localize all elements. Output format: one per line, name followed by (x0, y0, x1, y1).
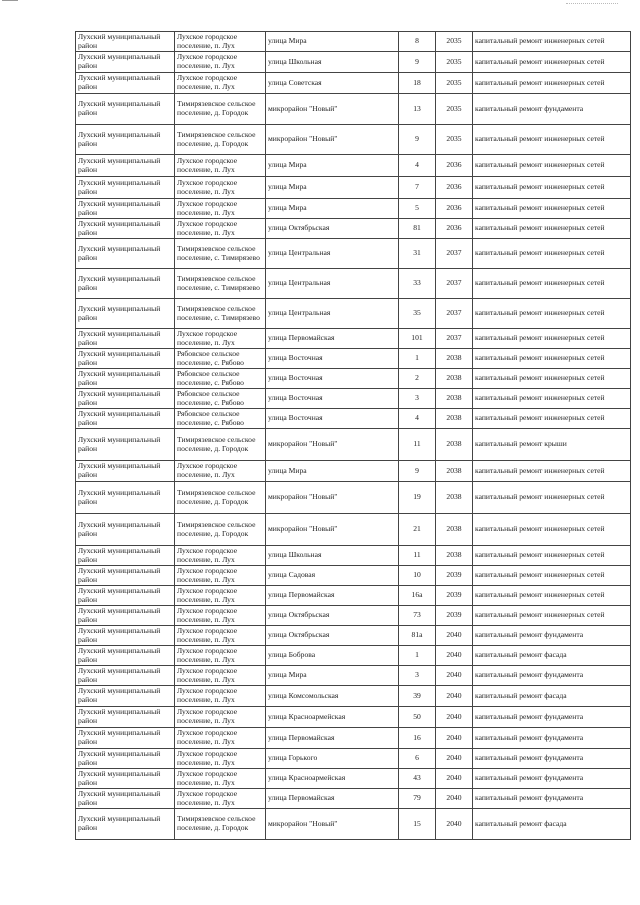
district-cell: Лухский муниципальный район (76, 728, 175, 749)
settlement-cell: Лухское городское поселение, п. Лух (175, 155, 266, 177)
work-type-cell: капитальный ремонт инженерных сетей (473, 32, 631, 52)
settlement-cell: Тимирязевское сельское поселение, д. Городок (175, 429, 266, 461)
settlement-cell: Лухское городское поселение, п. Лух (175, 707, 266, 728)
settlement-cell: Тимирязевское сельское поселение, с. Тимирязево (175, 239, 266, 269)
work-type-cell: капитальный ремонт инженерных сетей (473, 52, 631, 73)
district-cell: Лухский муниципальный район (76, 769, 175, 789)
street-cell: улица Октябрьская (266, 219, 399, 239)
settlement-cell: Тимирязевское сельское поселение, д. Городок (175, 482, 266, 514)
year-cell: 2038 (436, 429, 473, 461)
street-cell: улица Школьная (266, 52, 399, 73)
house-number-cell: 16а (399, 586, 436, 606)
work-type-cell: капитальный ремонт инженерных сетей (473, 219, 631, 239)
work-type-cell: капитальный ремонт инженерных сетей (473, 514, 631, 546)
table-row (76, 789, 631, 809)
street-cell: улица Мира (266, 666, 399, 686)
year-cell: 2040 (436, 809, 473, 840)
table-row (76, 769, 631, 789)
house-number-cell: 9 (399, 52, 436, 73)
table-row (76, 546, 631, 566)
district-cell: Лухский муниципальный район (76, 219, 175, 239)
street-cell: улица Восточная (266, 349, 399, 369)
district-cell: Лухский муниципальный район (76, 789, 175, 809)
year-cell: 2035 (436, 52, 473, 73)
settlement-cell: Тимирязевское сельское поселение, с. Тимирязево (175, 269, 266, 299)
table-row (76, 349, 631, 369)
house-number-cell: 7 (399, 177, 436, 199)
table-row (76, 239, 631, 269)
street-cell: улица Центральная (266, 239, 399, 269)
house-number-cell: 16 (399, 728, 436, 749)
house-number-cell: 39 (399, 686, 436, 707)
settlement-cell: Лухское городское поселение, п. Лух (175, 666, 266, 686)
street-cell: микрорайон "Новый" (266, 125, 399, 155)
street-cell: улица Первомайская (266, 329, 399, 349)
settlement-cell: Тимирязевское сельское поселение, д. Городок (175, 125, 266, 155)
table-row (76, 646, 631, 666)
house-number-cell: 79 (399, 789, 436, 809)
work-type-cell: капитальный ремонт фундамента (473, 666, 631, 686)
house-number-cell: 11 (399, 429, 436, 461)
capital-repair-table (75, 31, 631, 840)
table-row (76, 125, 631, 155)
work-type-cell: капитальный ремонт инженерных сетей (473, 125, 631, 155)
street-cell: улица Первомайская (266, 789, 399, 809)
year-cell: 2035 (436, 32, 473, 52)
work-type-cell: капитальный ремонт фасада (473, 809, 631, 840)
table-row (76, 219, 631, 239)
work-type-cell: капитальный ремонт инженерных сетей (473, 73, 631, 94)
table-row (76, 389, 631, 409)
year-cell: 2039 (436, 566, 473, 586)
work-type-cell: капитальный ремонт инженерных сетей (473, 606, 631, 626)
work-type-cell: капитальный ремонт инженерных сетей (473, 155, 631, 177)
work-type-cell: капитальный ремонт фундамента (473, 728, 631, 749)
district-cell: Лухский муниципальный район (76, 586, 175, 606)
table-row (76, 461, 631, 482)
district-cell: Лухский муниципальный район (76, 461, 175, 482)
settlement-cell: Лухское городское поселение, п. Лух (175, 177, 266, 199)
settlement-cell: Лухское городское поселение, п. Лух (175, 461, 266, 482)
table-row (76, 429, 631, 461)
street-cell: улица Первомайская (266, 586, 399, 606)
settlement-cell: Лухское городское поселение, п. Лух (175, 769, 266, 789)
year-cell: 2037 (436, 329, 473, 349)
year-cell: 2040 (436, 789, 473, 809)
work-type-cell: капитальный ремонт фундамента (473, 749, 631, 769)
district-cell: Лухский муниципальный район (76, 52, 175, 73)
district-cell: Лухский муниципальный район (76, 514, 175, 546)
street-cell: улица Красноармейская (266, 769, 399, 789)
house-number-cell: 11 (399, 546, 436, 566)
district-cell: Лухский муниципальный район (76, 666, 175, 686)
year-cell: 2038 (436, 482, 473, 514)
table-row (76, 177, 631, 199)
table-row (76, 482, 631, 514)
table-body (76, 32, 631, 840)
street-cell: улица Центральная (266, 299, 399, 329)
settlement-cell: Лухское городское поселение, п. Лух (175, 789, 266, 809)
work-type-cell: капитальный ремонт фасада (473, 646, 631, 666)
district-cell: Лухский муниципальный район (76, 429, 175, 461)
settlement-cell: Лухское городское поселение, п. Лух (175, 32, 266, 52)
settlement-cell: Лухское городское поселение, п. Лух (175, 329, 266, 349)
year-cell: 2035 (436, 94, 473, 125)
house-number-cell: 6 (399, 749, 436, 769)
street-cell: улица Советская (266, 73, 399, 94)
district-cell: Лухский муниципальный район (76, 369, 175, 389)
work-type-cell: капитальный ремонт инженерных сетей (473, 409, 631, 429)
district-cell: Лухский муниципальный район (76, 686, 175, 707)
street-cell: улица Горького (266, 749, 399, 769)
year-cell: 2040 (436, 626, 473, 646)
table-row (76, 299, 631, 329)
scan-corner-mark (2, 0, 18, 4)
district-cell: Лухский муниципальный район (76, 566, 175, 586)
settlement-cell: Лухское городское поселение, п. Лух (175, 606, 266, 626)
district-cell: Лухский муниципальный район (76, 646, 175, 666)
work-type-cell: капитальный ремонт инженерных сетей (473, 482, 631, 514)
year-cell: 2040 (436, 686, 473, 707)
work-type-cell: капитальный ремонт инженерных сетей (473, 299, 631, 329)
house-number-cell: 4 (399, 155, 436, 177)
district-cell: Лухский муниципальный район (76, 269, 175, 299)
work-type-cell: капитальный ремонт фундамента (473, 626, 631, 646)
district-cell: Лухский муниципальный район (76, 606, 175, 626)
district-cell: Лухский муниципальный район (76, 707, 175, 728)
settlement-cell: Лухское городское поселение, п. Лух (175, 626, 266, 646)
settlement-cell: Лухское городское поселение, п. Лух (175, 199, 266, 219)
house-number-cell: 18 (399, 73, 436, 94)
street-cell: улица Восточная (266, 389, 399, 409)
house-number-cell: 19 (399, 482, 436, 514)
house-number-cell: 4 (399, 409, 436, 429)
table-row (76, 626, 631, 646)
year-cell: 2040 (436, 769, 473, 789)
table-row (76, 52, 631, 73)
street-cell: улица Комсомольская (266, 686, 399, 707)
year-cell: 2037 (436, 269, 473, 299)
settlement-cell: Лухское городское поселение, п. Лух (175, 52, 266, 73)
year-cell: 2037 (436, 299, 473, 329)
district-cell: Лухский муниципальный район (76, 389, 175, 409)
house-number-cell: 101 (399, 329, 436, 349)
year-cell: 2037 (436, 239, 473, 269)
table-row (76, 369, 631, 389)
house-number-cell: 8 (399, 32, 436, 52)
work-type-cell: капитальный ремонт инженерных сетей (473, 349, 631, 369)
district-cell: Лухский муниципальный район (76, 299, 175, 329)
street-cell: микрорайон "Новый" (266, 514, 399, 546)
district-cell: Лухский муниципальный район (76, 94, 175, 125)
settlement-cell: Лухское городское поселение, п. Лух (175, 73, 266, 94)
table-row (76, 409, 631, 429)
settlement-cell: Рябовское сельское поселение, с. Рябово (175, 349, 266, 369)
year-cell: 2035 (436, 73, 473, 94)
house-number-cell: 35 (399, 299, 436, 329)
year-cell: 2036 (436, 177, 473, 199)
street-cell: улица Центральная (266, 269, 399, 299)
street-cell: улица Мира (266, 32, 399, 52)
district-cell: Лухский муниципальный район (76, 626, 175, 646)
settlement-cell: Лухское городское поселение, п. Лух (175, 586, 266, 606)
street-cell: улица Мира (266, 177, 399, 199)
table-row (76, 329, 631, 349)
settlement-cell: Лухское городское поселение, п. Лух (175, 686, 266, 707)
district-cell: Лухский муниципальный район (76, 409, 175, 429)
settlement-cell: Лухское городское поселение, п. Лух (175, 728, 266, 749)
house-number-cell: 3 (399, 666, 436, 686)
table-row (76, 514, 631, 546)
table-row (76, 666, 631, 686)
table-row (76, 566, 631, 586)
district-cell: Лухский муниципальный район (76, 329, 175, 349)
street-cell: улица Мира (266, 155, 399, 177)
house-number-cell: 1 (399, 349, 436, 369)
house-number-cell: 81 (399, 219, 436, 239)
work-type-cell: капитальный ремонт инженерных сетей (473, 329, 631, 349)
house-number-cell: 3 (399, 389, 436, 409)
house-number-cell: 9 (399, 461, 436, 482)
year-cell: 2038 (436, 349, 473, 369)
house-number-cell: 73 (399, 606, 436, 626)
settlement-cell: Тимирязевское сельское поселение, д. Городок (175, 94, 266, 125)
street-cell: улица Садовая (266, 566, 399, 586)
house-number-cell: 31 (399, 239, 436, 269)
house-number-cell: 50 (399, 707, 436, 728)
street-cell: улица Октябрьская (266, 606, 399, 626)
house-number-cell: 33 (399, 269, 436, 299)
settlement-cell: Лухское городское поселение, п. Лух (175, 546, 266, 566)
street-cell: улица Восточная (266, 409, 399, 429)
district-cell: Лухский муниципальный район (76, 177, 175, 199)
year-cell: 2040 (436, 728, 473, 749)
table-row (76, 707, 631, 728)
year-cell: 2039 (436, 606, 473, 626)
year-cell: 2035 (436, 125, 473, 155)
settlement-cell: Тимирязевское сельское поселение, д. Городок (175, 809, 266, 840)
street-cell: микрорайон "Новый" (266, 429, 399, 461)
street-cell: микрорайон "Новый" (266, 809, 399, 840)
settlement-cell: Лухское городское поселение, п. Лух (175, 646, 266, 666)
year-cell: 2038 (436, 369, 473, 389)
work-type-cell: капитальный ремонт инженерных сетей (473, 199, 631, 219)
table-row (76, 749, 631, 769)
house-number-cell: 10 (399, 566, 436, 586)
year-cell: 2038 (436, 514, 473, 546)
scan-edge-mark (566, 3, 618, 6)
street-cell: улица Боброва (266, 646, 399, 666)
street-cell: улица Школьная (266, 546, 399, 566)
district-cell: Лухский муниципальный район (76, 32, 175, 52)
work-type-cell: капитальный ремонт инженерных сетей (473, 546, 631, 566)
settlement-cell: Тимирязевское сельское поселение, с. Тимирязево (175, 299, 266, 329)
house-number-cell: 1 (399, 646, 436, 666)
house-number-cell: 81а (399, 626, 436, 646)
table-row (76, 32, 631, 52)
work-type-cell: капитальный ремонт инженерных сетей (473, 566, 631, 586)
house-number-cell: 2 (399, 369, 436, 389)
year-cell: 2036 (436, 199, 473, 219)
year-cell: 2038 (436, 546, 473, 566)
year-cell: 2036 (436, 219, 473, 239)
work-type-cell: капитальный ремонт инженерных сетей (473, 369, 631, 389)
settlement-cell: Рябовское сельское поселение, с. Рябово (175, 389, 266, 409)
street-cell: улица Мира (266, 199, 399, 219)
district-cell: Лухский муниципальный район (76, 546, 175, 566)
street-cell: микрорайон "Новый" (266, 94, 399, 125)
street-cell: улица Октябрьская (266, 626, 399, 646)
work-type-cell: капитальный ремонт инженерных сетей (473, 177, 631, 199)
district-cell: Лухский муниципальный район (76, 125, 175, 155)
work-type-cell: капитальный ремонт фасада (473, 686, 631, 707)
district-cell: Лухский муниципальный район (76, 73, 175, 94)
house-number-cell: 15 (399, 809, 436, 840)
table-row (76, 809, 631, 840)
street-cell: улица Мира (266, 461, 399, 482)
settlement-cell: Рябовское сельское поселение, с. Рябово (175, 409, 266, 429)
district-cell: Лухский муниципальный район (76, 155, 175, 177)
street-cell: улица Первомайская (266, 728, 399, 749)
table-row (76, 686, 631, 707)
table-row (76, 269, 631, 299)
district-cell: Лухский муниципальный район (76, 349, 175, 369)
settlement-cell: Лухское городское поселение, п. Лух (175, 219, 266, 239)
work-type-cell: капитальный ремонт крыши (473, 429, 631, 461)
work-type-cell: капитальный ремонт инженерных сетей (473, 239, 631, 269)
house-number-cell: 5 (399, 199, 436, 219)
year-cell: 2040 (436, 749, 473, 769)
house-number-cell: 9 (399, 125, 436, 155)
work-type-cell: капитальный ремонт фундамента (473, 94, 631, 125)
work-type-cell: капитальный ремонт инженерных сетей (473, 269, 631, 299)
work-type-cell: капитальный ремонт фундамента (473, 707, 631, 728)
settlement-cell: Лухское городское поселение, п. Лух (175, 566, 266, 586)
table-row (76, 73, 631, 94)
house-number-cell: 21 (399, 514, 436, 546)
settlement-cell: Рябовское сельское поселение, с. Рябово (175, 369, 266, 389)
work-type-cell: капитальный ремонт инженерных сетей (473, 389, 631, 409)
year-cell: 2038 (436, 409, 473, 429)
street-cell: микрорайон "Новый" (266, 482, 399, 514)
year-cell: 2040 (436, 666, 473, 686)
table-row (76, 586, 631, 606)
table-row (76, 94, 631, 125)
district-cell: Лухский муниципальный район (76, 239, 175, 269)
table-row (76, 728, 631, 749)
table-row (76, 155, 631, 177)
work-type-cell: капитальный ремонт инженерных сетей (473, 586, 631, 606)
year-cell: 2038 (436, 461, 473, 482)
work-type-cell: капитальный ремонт фундамента (473, 769, 631, 789)
house-number-cell: 43 (399, 769, 436, 789)
district-cell: Лухский муниципальный район (76, 749, 175, 769)
work-type-cell: капитальный ремонт фундамента (473, 789, 631, 809)
settlement-cell: Лухское городское поселение, п. Лух (175, 749, 266, 769)
street-cell: улица Восточная (266, 369, 399, 389)
year-cell: 2036 (436, 155, 473, 177)
district-cell: Лухский муниципальный район (76, 199, 175, 219)
district-cell: Лухский муниципальный район (76, 809, 175, 840)
settlement-cell: Тимирязевское сельское поселение, д. Городок (175, 514, 266, 546)
year-cell: 2038 (436, 389, 473, 409)
year-cell: 2040 (436, 646, 473, 666)
street-cell: улица Красноармейская (266, 707, 399, 728)
year-cell: 2039 (436, 586, 473, 606)
work-type-cell: капитальный ремонт инженерных сетей (473, 461, 631, 482)
house-number-cell: 13 (399, 94, 436, 125)
table-row (76, 199, 631, 219)
year-cell: 2040 (436, 707, 473, 728)
district-cell: Лухский муниципальный район (76, 482, 175, 514)
table-row (76, 606, 631, 626)
